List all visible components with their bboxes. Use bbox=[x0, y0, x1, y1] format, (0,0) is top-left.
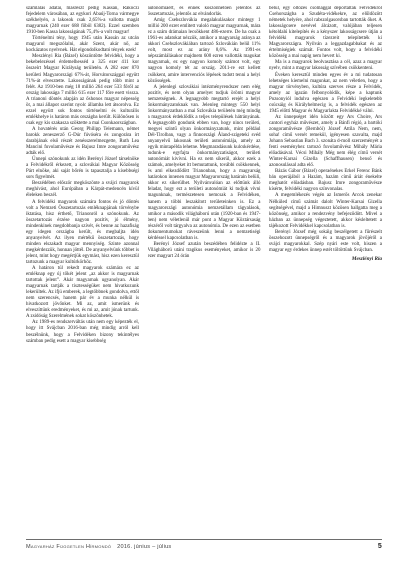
paragraph: Beszédében először megköszönte a svájci magyarok meghívást, ahol Európában a Kárpát-medencén kívül éleleken beszél. bbox=[26, 181, 139, 199]
paragraph: A jelenlegi szlovákiai intézményrendszer nem elég pozitív, és nem olyan amelyet tudjuk örömi magyar nemzetségnek. A legnagyobb megtartó erejét a helyi önkormányzatoknak van. Jelenleg mintegy 550 helyi önkormányzatban a mai Szlovákia területén még mindig a magyarok érdeklődik a teljes települések hátrányának. A legnagyobb gondunk ebben van, hogy nincs területi, megyei szintű olyan önkormányzatunk, mint például Dél-Tirolban, vagy a finnországi Åland-szigeteki svéd anyanyelvű lakosnak területi autonómiája, amely az egyik mintapélda lehetne. Megmaradásunk kulcskérdése, tudunk-e egyfajta önkormányzatiságot, területi autonómiát kivívni. Ha ez nem sikerül, akkor ezek a számok, amelyeket itt bemutattunk, további csökkennek, és ami elkezdődött Trianonban, hogy a magyarság határokon innenen magyar Magyarország határain belüli, akkor ez sikerülhet. Nyilvánvalóan az előttünk álló feladat, hogy ezt a területi autonómiát ki tudjuk vívni magunknak, természetesen nemcsak a Felvidéken, hanem a többi leszakított területeinken is. Ez a magyarországi autonómia nemzetállam tágyalások, amikor a második világháború után (1920-ban és 1947-ben) nem véletlenül már pont a Magyar Köztársaság részéről volt tárgyalva az autonómia. De ezen az esetben dokumentumokat ráveszeünk lenni a nemzetiségi kérdéssel kapcsolatban is. bbox=[147, 84, 261, 241]
paragraph: Bázás Gábor (Bázel) operaénekes Erkel Ferenc Bánk bán operájából a Hazám, hazám című áriát énekelte meghatót előadásban. Bajusz Imre zongoraművésze kísérte, felvidéki nagyon színvonalas. bbox=[269, 169, 382, 193]
footer-divider bbox=[26, 539, 382, 540]
paragraph: Az 1989-es rendszerváltás után nem egy képezték el, hogy itt Svájcban 2016-ban még mindig arról kell beszélnünk, hogy a Felvidéken bizony tekintélyes számban pedig esett a magyar kisebbség bbox=[26, 320, 139, 344]
paragraph: Ünnepi szónokunk az idén Berényi József társelnöke a Felvidékről érkezett, a szlovákiai Magyar Közösség Párt elnöke, aki saját bőrén is tapasztalja a kisebbségi sors figyelmét. bbox=[26, 157, 139, 181]
paragraph: Éveken keresztül minden egyes év a mi tudatosan lehetséges kiemelni magunkat, az nem véletlen, hogy a magyar törvényben, kultúra szerves része a Felvidék, amely az igazán felbonyolódik, képe a kaptunk Pozsonyiól indulva egészen a Felvidéki legkeletebb csúcsáig és Királyhelmecig is, a felvidék egészen az 1945 előtti Magyar és Magyarlakta Felvidékké válni. bbox=[269, 72, 382, 114]
column-1 bbox=[26, 6, 139, 529]
column-2 bbox=[148, 6, 261, 529]
paragraph: A felvidéki magyarok számára fontos és jó döntés volt a Nemzeti Összetartozás emléknapjának törvénybe iktatása, hisz érthető, Trianonról a szónokunk. Az összetartozás érzése nagyon pozitív, jó élmény, mindenkinek megdobbanja szívét, és benne az hazafiság egy idegen országba került, és megbaljta idén anyanyelvét. Az ilyen mértékű összetartozás, hogy minden elszakadt magyar mennyiség. Szinte azonnal megkérdezzük, honnan jöttél. De anyanyelvünk többet is jelent, mint hogy megértjük egymást, hisz ezen keresztül tartozunk a magyar kultúrkörhöz. bbox=[26, 199, 139, 265]
issue-date: 2016. június – július bbox=[117, 544, 172, 550]
paragraph: belül, egy öltözés csomaggal deportáltak Felvidékről Csehországba a Szudéta-vidékekre, az elűldözött németek helyére, ahol rabszolgasorsban tartották őket. A lakosságcsere nevével álcázott, valójában teljesen kétoldalú kitelepítés és a kényszer lakosságcsere útján a felvidéki magyarok tízezreit telepítették ki Magyarországra. Nyilván a leggazdagabbakat és az értelmiségiek számát. Fontos volt, hogy a felvidéki közösség a mai napig nem hevert ki. bbox=[269, 6, 382, 60]
paragraph: Amíg Csehszlovákia megalakulásakor mintegy 1 millió 200 ezret emlitett valoló magyar magyarnak, mára ez a szám drámaian lecsökkent 486-ezerre. De ha csak a 1961-es adatokat nézzük, amikor a magyarság aránya az akkori Csehszlovákiában tartozó Szlovákián belül 11% volt, most ez az arány 8,6%. Az 1991-es népszámlálásakor majdnem 600 ezren vallották magukat magyarnak, ez egy nagyon komoly számot volt, egy nagyon komoly tét az ország. 2011-re ezt kellett csökkent, amire intervenciós lépések tudott tenni a helyi közösségek. bbox=[147, 18, 261, 84]
article-body bbox=[26, 6, 382, 529]
paragraph: Történelmi tény, hogy 1945 után Kassán az utcán magyarul megszólalni, akár Szent, akár nő, az kockázatos nyelvnek. Hát elgondolkodtató tények ezek! bbox=[26, 36, 139, 54]
paragraph: A megemlékezés végén az Ismerős Arcok zenekar Nélküled című számát dalolt Winter-Karsai Gizella segítségével, majd a Himnuszt közösen hallgatta meg a közönség, amikor a rendezvény befejeződött. Mivel a házban az ünnepség végeztetett, akkor késleltetett a tájékozott Felvidékkel kapcsolatban is. bbox=[269, 193, 382, 229]
paragraph: Az ünnepséget idén között egy Ars Choire, Ars cantori egyház művészet, amely a Bánfi régió, a bartóki zongoraművésze (Bernbói) József Attila Nem, nem, soha! című versét remekül, igényesen szavalta, majd Johann Sebastian Bach 3. szonáta d-moll szerzeményét a fenti eseményhez tartozó fuvolaművész Mihály Mária előadásával. Vécsi Mihály Még nem élég című versét Winter-Karsai Gizella (Schaffhausen) benső és azonosulással adta elő. bbox=[269, 114, 382, 169]
page-footer bbox=[26, 543, 382, 550]
author-signature: Meszlényi Ria bbox=[351, 255, 382, 262]
page-number: 5 bbox=[377, 543, 382, 550]
paragraph: számlálás adatai, másrészt pedig Kassán, Rákóczi fejedelem városában, az egykori Abaúj-Torna vármegye székhelyén, a lakosok csak 2,65%-a vallotta magát magyarnak (240 ezer 688 főből 6382). Ezzel szemben 1910-ben Kassa lakosságának 75,4%-a volt magyar! bbox=[26, 6, 139, 36]
paragraph: Berényi József még sokáig beszélgetett a fűrészelt összehozott ünnepségről és a magyarok jövőjéről a svájci magyarokkal. Szép nyári este volt, hiszen a magyar egy érdekes ünnep estét töltöttünk Svájcban. bbox=[269, 229, 382, 253]
paragraph: Ma is a magyarok beolvasztása a cél, azaz a magyar nyelv, mint a magyar lakosság szívében csökkenteni. bbox=[269, 60, 382, 72]
paragraph: Berényi József azután beszédében felidézte a II. Világháború utáni tragikus eseményeket, amikor is 20 ezer magyart 24 órán bbox=[147, 241, 261, 259]
paragraph: autonómiáért, és ennek köszönhetően jelentős az összetartozás, jelentős az elvándorlás. bbox=[147, 6, 261, 18]
paragraph: A határon túl rekedt magyarok számára ez az emléknap egy új tőkét jelent „az akkor is magyarnak tartottak jelent”. Akár magyarnak ugyanolyan. Akár magyarnak tartják a tisztességüket nem hivatkozunk lekerültek. Az ifjú emberek, a legtöbbnek gondolva, ettől nem szerencsés, hanem pár év a munka nélkül is hivatkozott jövőnket. Mi az, amit ismerünk és elveszíttünk eredményeket, és mi az, amit jónak tartunk. A zsidóság Szerelmének sokat köszönhetek. bbox=[26, 266, 139, 320]
publication-name: Magyarház Független Hírmondó bbox=[26, 544, 112, 550]
paragraph: Meszlényi Ria (Bázel) köszöntötte felvidéki, hogy a bekebelezéssel érdemelhesséd a 325 ezer 411 kor összeírt Magyar Királyság területén. A 282 ezer 870 kerületi Magyarországi 67%-át, Horvátországgal együtt 71%-át elvesztette. Lakosságának pedig több mint a felét. Az 1910-ben még 18 millió 264 ezer 533 főről az ország lakossága 7 millió 615 ezer 117 főre esett vissza. A trianoni döntés alapján az őshonos magyar népesség öt, a mai állapot szerint nyolc államba lett átsorolva. Ez ezzel együtt sok fontos történelmi és kulturális emlékhelye is határon más országba került. Különösen is csak egy kis szakasza szöktette a mai Csonkaországban. bbox=[26, 54, 139, 126]
paragraph: A hovatérés után Georg Philipp Telemann, német barokk zeneszerző G-Dúr fúvóséra és zongorára írt darabjának első részét zenésszerelmezgette, Ruth Lea Mancini fuvolaművésze és Bajusz Imre zongoraművész adták elő. bbox=[26, 126, 139, 157]
column-3 bbox=[269, 6, 382, 529]
